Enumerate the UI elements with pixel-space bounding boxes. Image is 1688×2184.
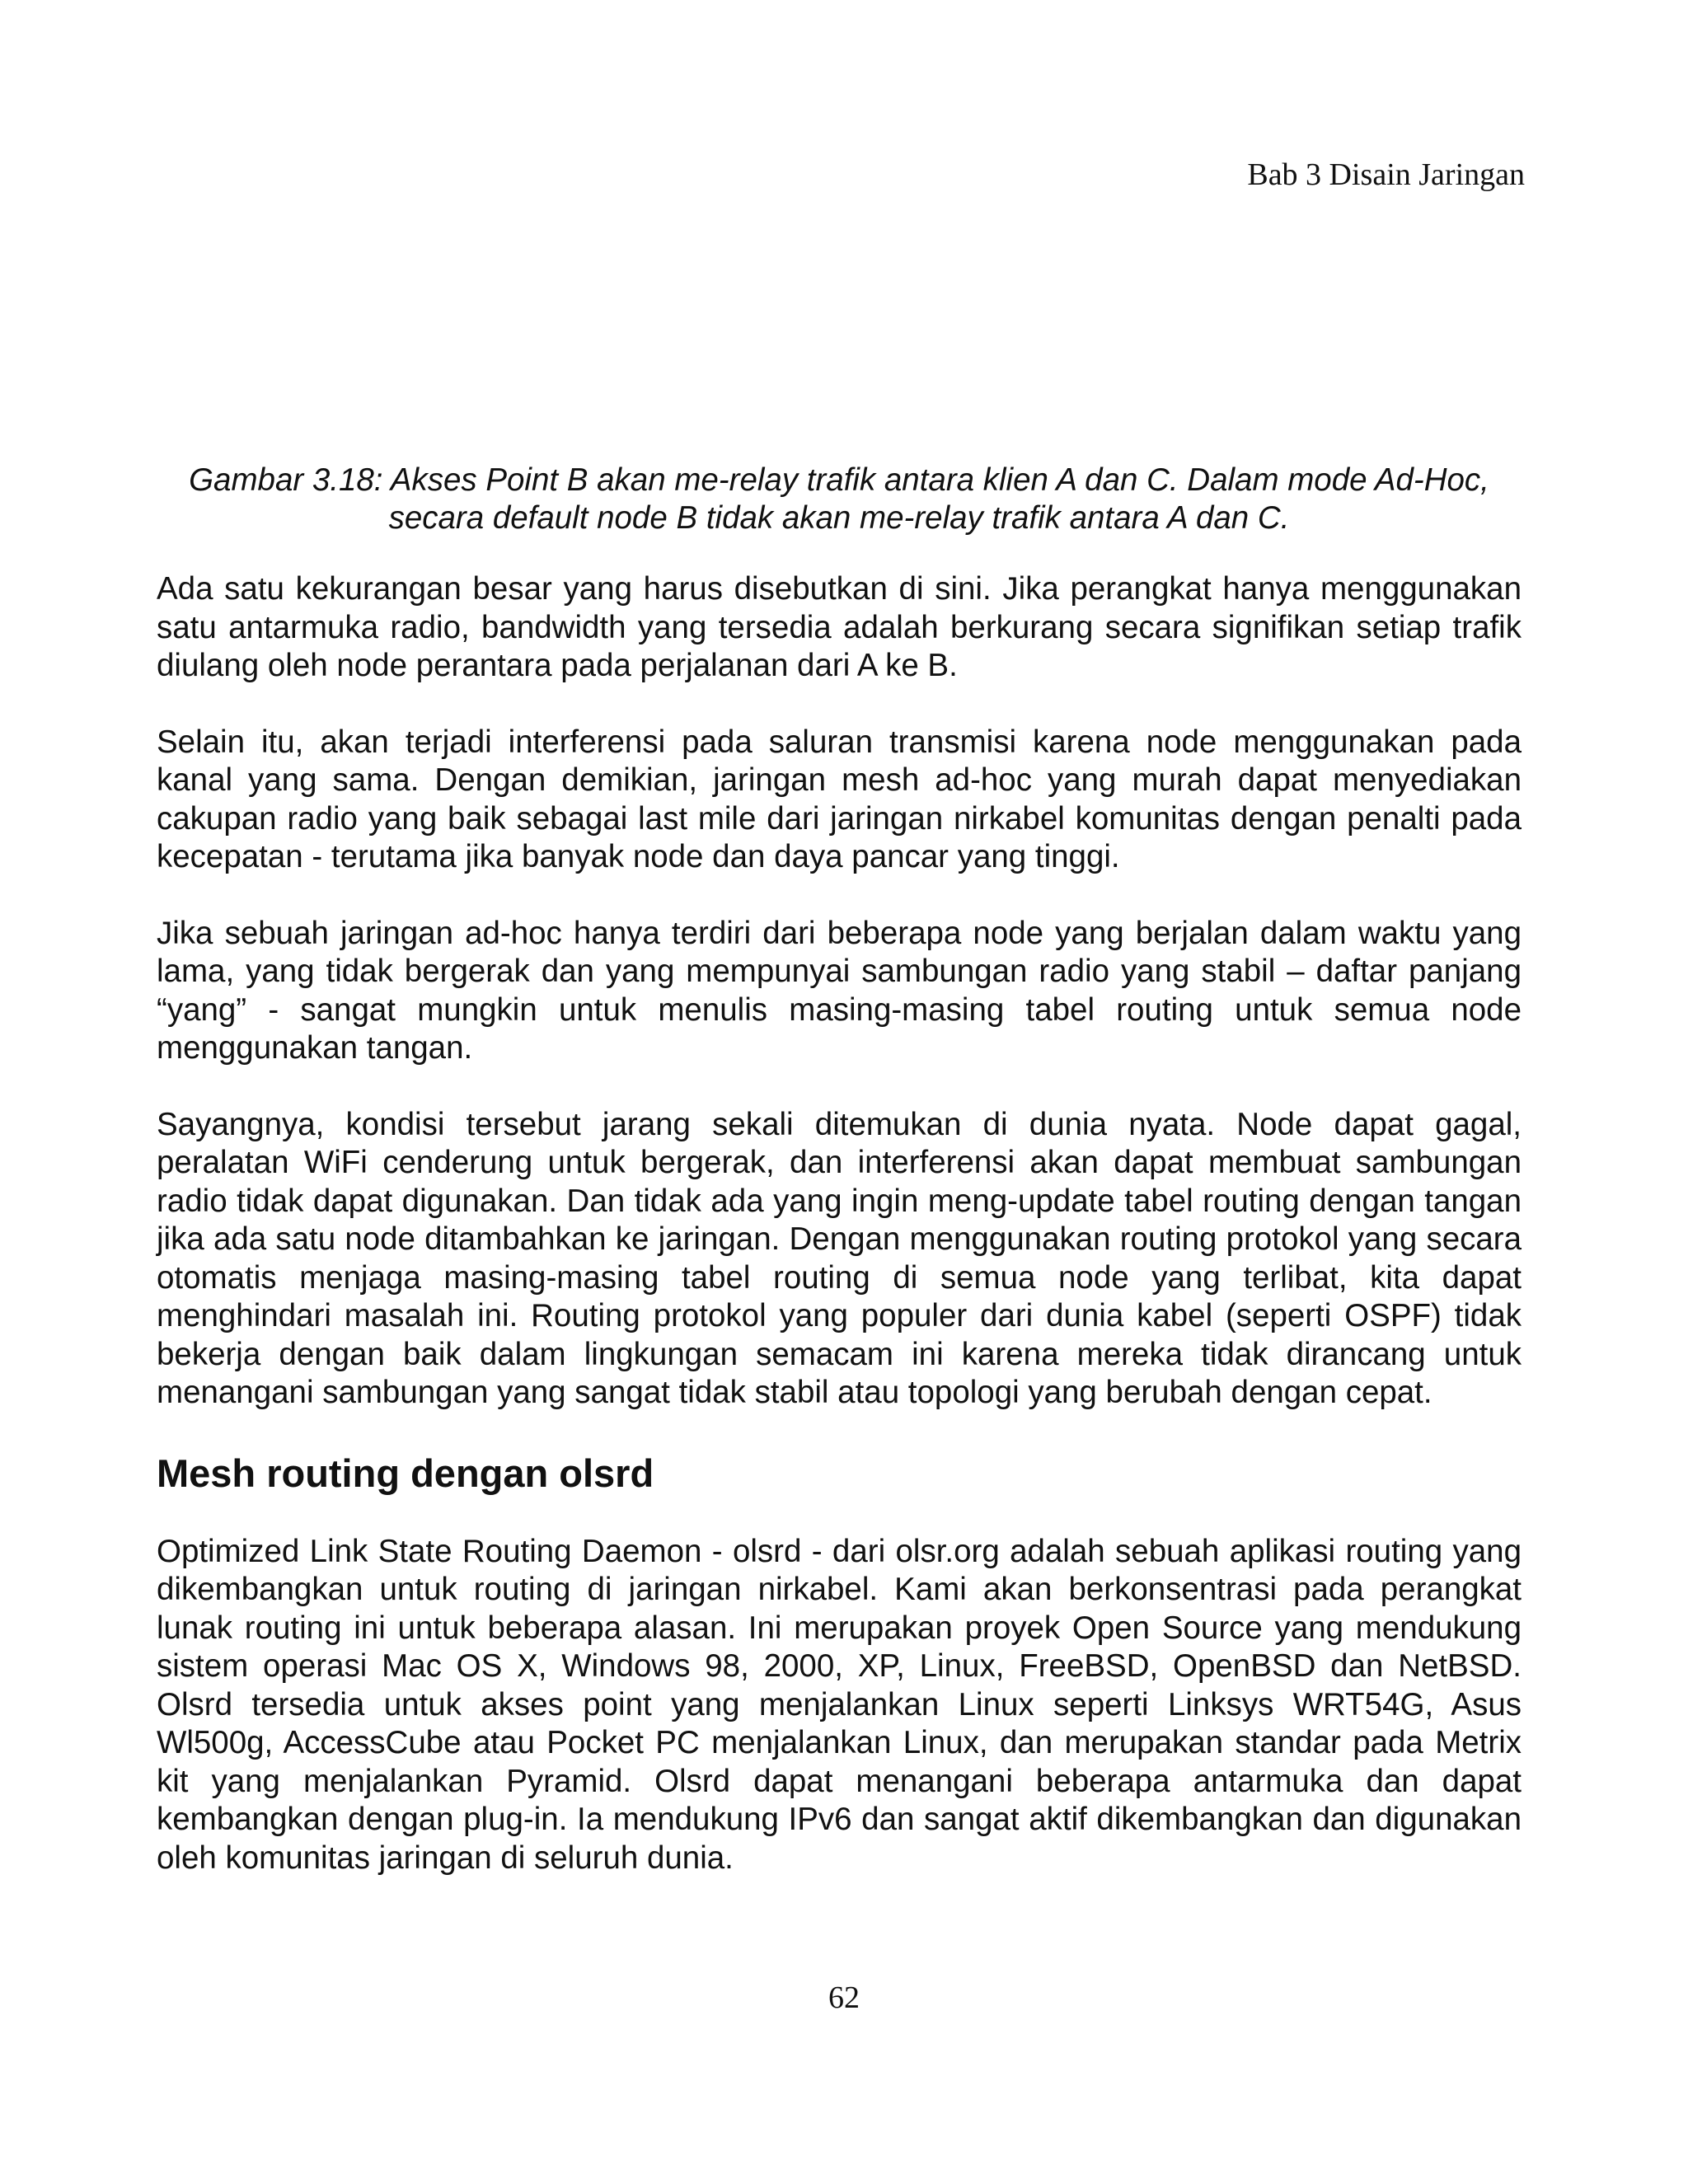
page-content — [157, 462, 1522, 1915]
body-paragraph: Ada satu kekurangan besar yang harus disebutkan di sini. Jika perangkat hanya menggunakan satu antarmuka radio, bandwidth yang tersedia adalah berkurang secara signifikan setiap trafik diulang oleh node perantara pada perjalanan dari A ke B. — [157, 571, 1522, 683]
body-paragraph: Sayangnya, kondisi tersebut jarang sekali ditemukan di dunia nyata. Node dapat gagal, peralatan WiFi cenderung untuk bergerak, dan interferensi akan dapat membuat sambungan radio tidak dapat digunakan. Dan tidak ada yang ingin meng-update tabel routing dengan tangan jika ada satu node ditambahkan ke jaringan. Dengan menggunakan routing protokol yang secara otomatis menjaga masing-masing tabel routing di semua node yang terlibat, kita dapat menghindari masalah ini. Routing protokol yang populer dari dunia kabel (seperti OSPF) tidak bekerja dengan baik dalam lingkungan semacam ini karena mereka tidak dirancang untuk menangani sambungan yang sangat tidak stabil atau topologi yang berubah dengan cepat. — [157, 1106, 1522, 1410]
page-number: 62 — [828, 1980, 860, 2015]
body-paragraph: Jika sebuah jaringan ad-hoc hanya terdiri dari beberapa node yang berjalan dalam waktu yang lama, yang tidak bergerak dan yang mempunyai sambungan radio yang stabil – daftar panjang “yang” - sangat mungkin untuk menulis masing-masing tabel routing untuk semua node menggunakan tangan. — [157, 915, 1522, 1066]
figure-caption: Gambar 3.18: Akses Point B akan me-relay trafik antara klien A dan C. Dalam mode Ad-Hoc, secara default node B tidak akan me-relay trafik antara A dan C. — [189, 462, 1489, 536]
running-header: Bab 3 Disain Jaringan — [1247, 157, 1525, 192]
body-paragraph: Selain itu, akan terjadi interferensi pada saluran transmisi karena node menggunakan pada kanal yang sama. Dengan demikian, jaringan mesh ad-hoc yang murah dapat menyediakan cakupan radio yang baik sebagai last mile dari jaringan nirkabel komunitas dengan penalti pada kecepatan - terutama jika banyak node dan daya pancar yang tinggi. — [157, 724, 1522, 874]
section-paragraph: Optimized Link State Routing Daemon - olsrd - dari olsr.org adalah sebuah aplikasi routing yang dikembangkan untuk routing di jaringan nirkabel. Kami akan berkonsentrasi pada perangkat lunak routing ini untuk beberapa alasan. Ini merupakan proyek Open Source yang mendukung sistem operasi Mac OS X, Windows 98, 2000, XP, Linux, FreeBSD, OpenBSD dan NetBSD. Olsrd tersedia untuk akses point yang menjalankan Linux seperti Linksys WRT54G, Asus Wl500g, AccessCube atau Pocket PC menjalankan Linux, dan merupakan standar pada Metrix kit yang menjalankan Pyramid. Olsrd dapat menangani beberapa antarmuka dan dapat kembangkan dengan plug-in. Ia mendukung IPv6 dan sangat aktif dikembangkan dan digunakan oleh komunitas jaringan di seluruh dunia. — [157, 1533, 1522, 1876]
section-heading: Mesh routing dengan olsrd — [157, 1451, 654, 1495]
